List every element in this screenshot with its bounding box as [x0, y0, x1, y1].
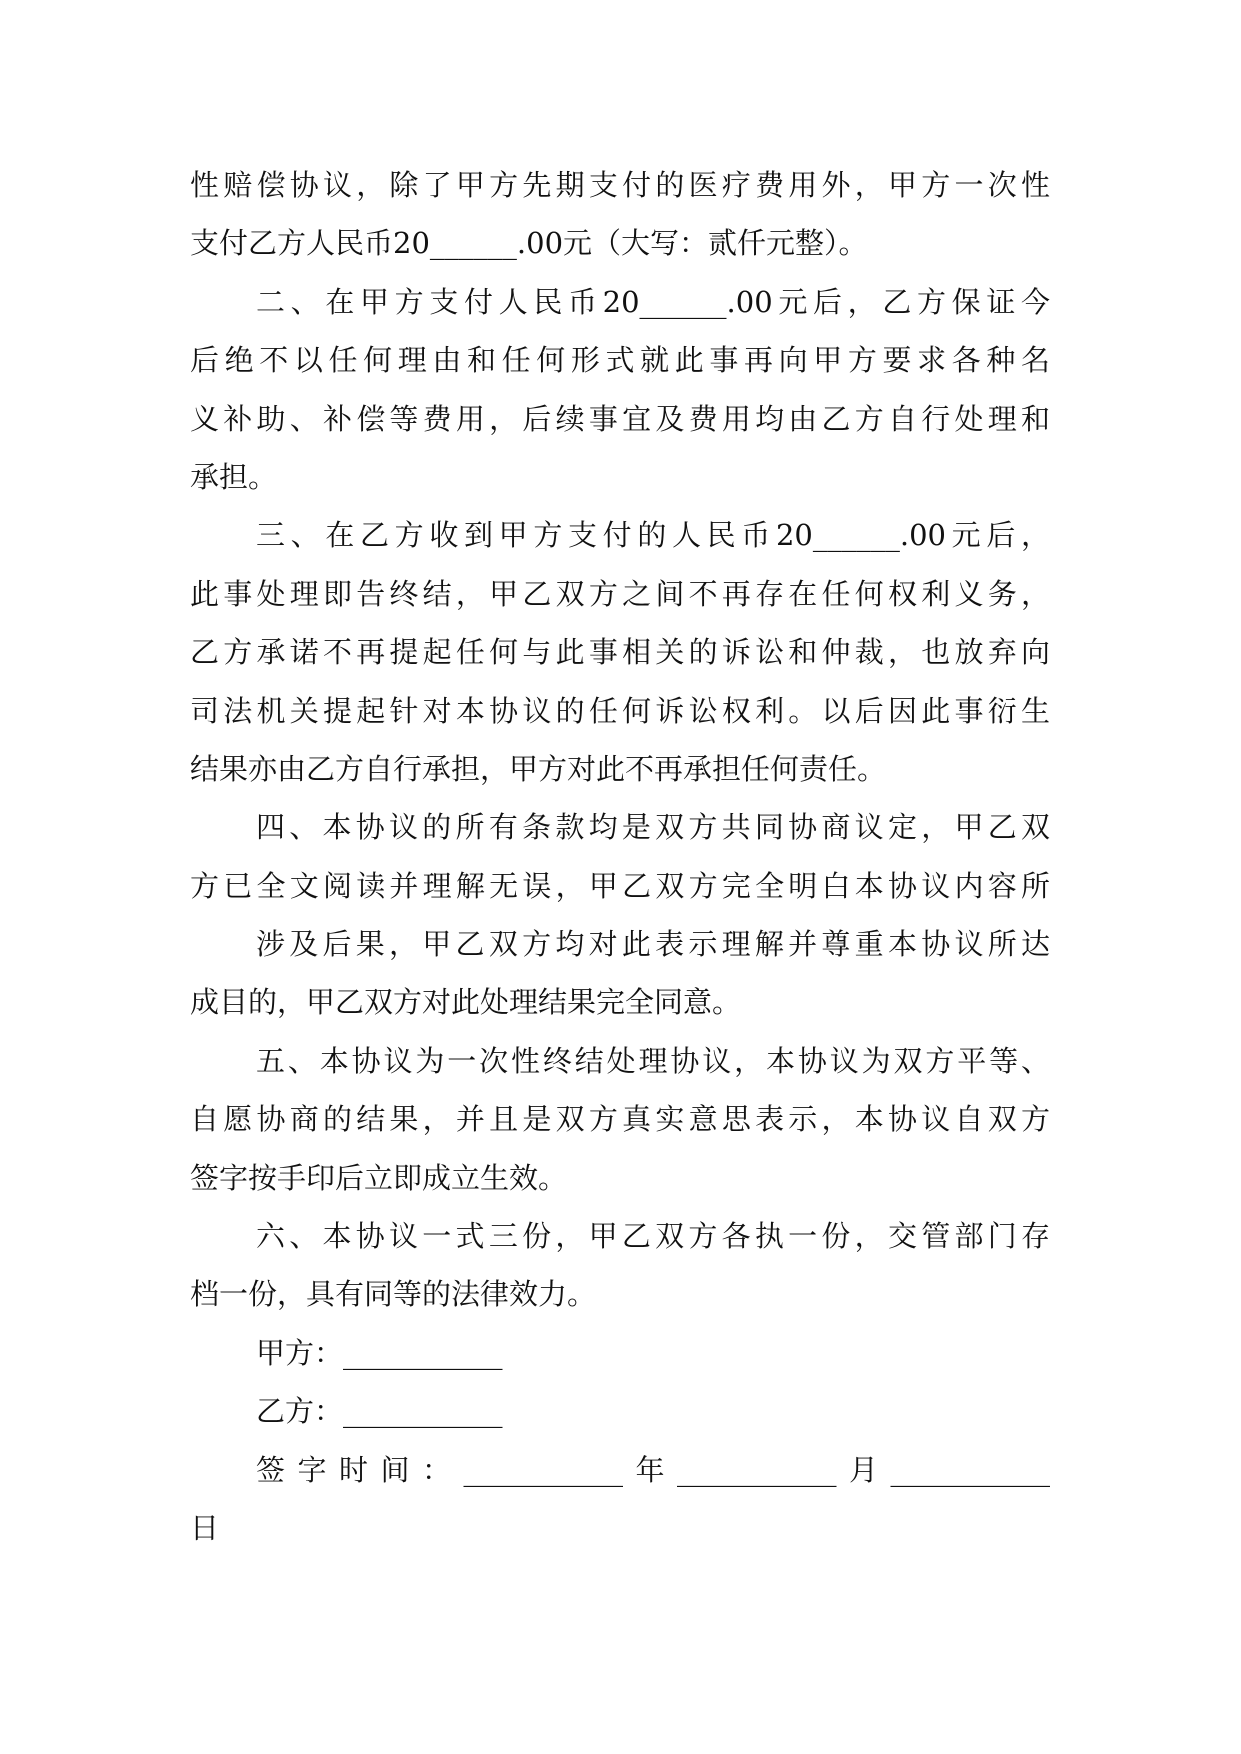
clause-5-line: 签字按手印后立即成立生效。: [190, 1160, 568, 1195]
clause-3-line: 乙方承诺不再提起任何与此事相关的诉讼和仲裁，也放弃向: [190, 635, 1050, 670]
paragraph-1-line: 支付乙方人民币20______.00元（大写：贰仟元整）。: [190, 226, 868, 261]
clause-2-line: 义补助、补偿等费用，后续事宜及费用均由乙方自行处理和: [190, 401, 1050, 436]
clause-3-line: 结果亦由乙方自行承担，甲方对此不再承担任何责任。: [190, 751, 887, 786]
clause-6-line: 档一份，具有同等的法律效力。: [190, 1277, 597, 1312]
clause-4-line: 方已全文阅读并理解无误，甲乙双方完全明白本协议内容所: [190, 868, 1050, 903]
party-a-signature-field: 甲方：___________: [256, 1335, 503, 1370]
clause-4-line: 成目的，甲乙双方对此处理结果完全同意。: [190, 985, 742, 1020]
paragraph-1-line: 性赔偿协议，除了甲方先期支付的医疗费用外，甲方一次性: [190, 168, 1050, 202]
clause-6-line: 六、本协议一式三份，甲乙双方各执一份，交管部门存: [256, 1219, 1050, 1254]
clause-3-line: 此事处理即告终结，甲乙双方之间不再存在任何权利义务，: [190, 576, 1050, 611]
clause-2-line: 二、在甲方支付人民币20______.00元后，乙方保证今: [256, 284, 1050, 319]
clause-3-line: 三、在乙方收到甲方支付的人民币20______.00元后，: [256, 518, 1050, 553]
party-b-signature-field: 乙方：___________: [256, 1394, 503, 1429]
clause-3-line: 司法机关提起针对本协议的任何诉讼权利。以后因此事衍生: [190, 693, 1050, 728]
clause-4-line: 涉及后果，甲乙双方均对此表示理解并尊重本协议所达: [256, 927, 1050, 962]
agreement-page: [190, 156, 1050, 1557]
clause-5-line: 自愿协商的结果，并且是双方真实意思表示，本协议自双方: [190, 1102, 1050, 1137]
clause-5-line: 五、本协议为一次性终结处理协议，本协议为双方平等、: [256, 1043, 1050, 1078]
signing-date-field: 签字时间：___________年___________月___________: [256, 1452, 1050, 1487]
clause-2-line: 后绝不以任何理由和任何形式就此事再向甲方要求各种名: [190, 343, 1050, 378]
signing-date-day: 日: [190, 1510, 220, 1545]
clause-4-line: 四、本协议的所有条款均是双方共同协商议定，甲乙双: [256, 810, 1050, 845]
clause-2-line: 承担。: [190, 459, 278, 494]
